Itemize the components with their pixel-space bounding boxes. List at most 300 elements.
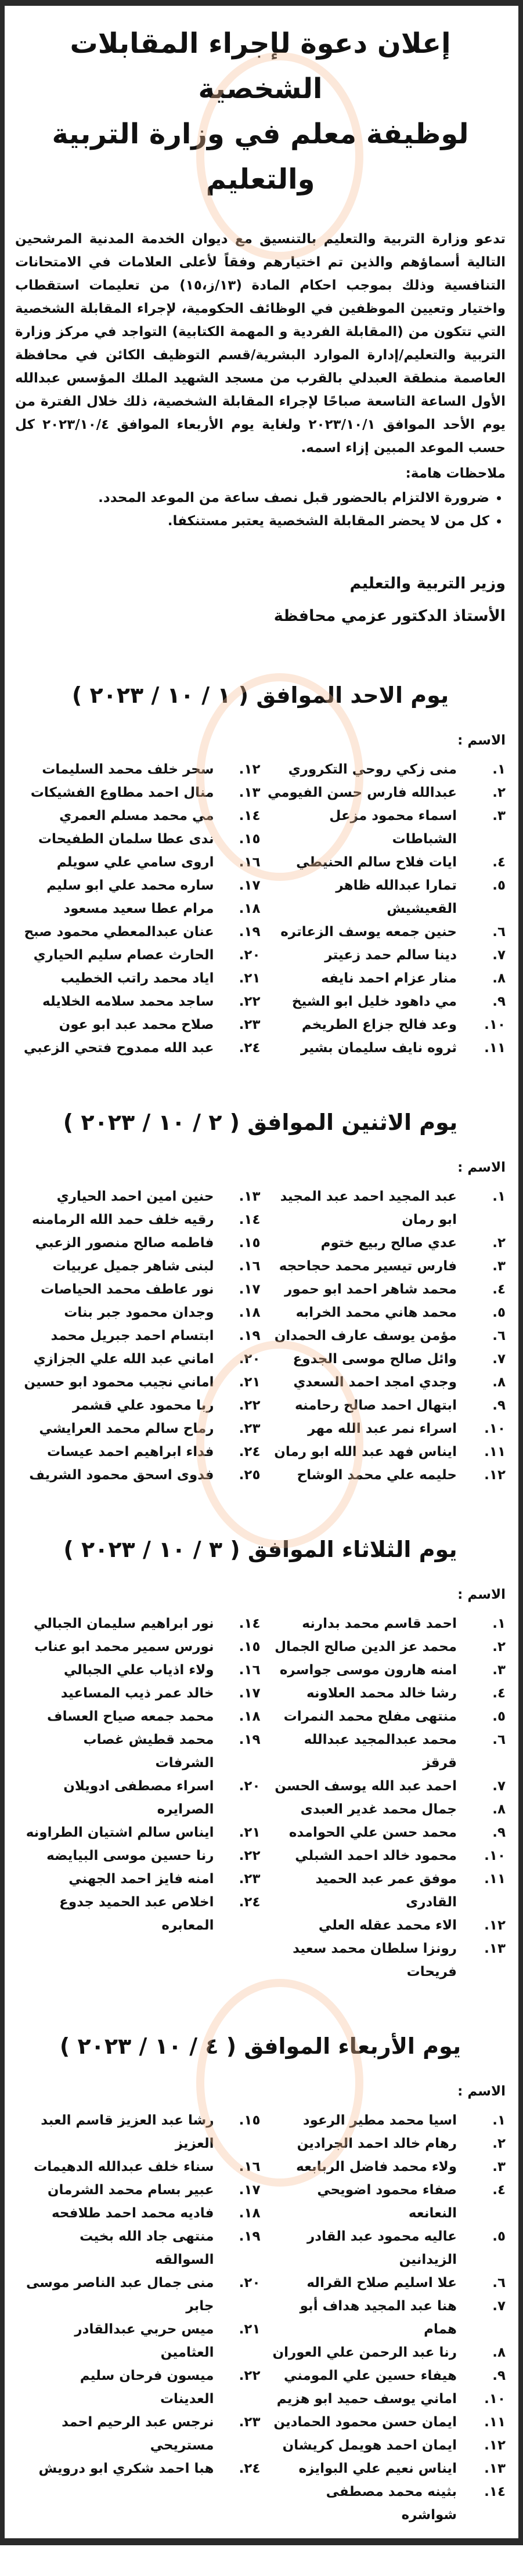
day-title: يوم الأربعاء الموافق ( ٤ / ١٠ / ٢٠٢٣ ) <box>59 2033 461 2059</box>
candidate-name: خالد عمر ذيب المساعيد <box>60 1686 214 1701</box>
candidate-name: محمد حسن علي الحوامده <box>288 1825 457 1840</box>
item-number: ٣. <box>492 808 506 823</box>
item-number: ١٤. <box>239 1212 261 1227</box>
candidate-name: منى زكي روحي التكروري <box>288 762 457 777</box>
item-number: ١٣. <box>484 1941 506 1956</box>
item-number: ١١. <box>484 1040 506 1056</box>
right-column <box>261 2109 506 2527</box>
day-title: يوم الاثنين الموافق ( ٢ / ١٠ / ٢٠٢٣ ) <box>63 1110 458 1135</box>
candidate-name: عبدالله فارس حسن الفيومي <box>267 785 457 800</box>
item-number: ٧. <box>492 948 506 963</box>
names-columns <box>15 1185 506 1487</box>
list-item <box>15 1682 261 1705</box>
candidate-name: وائل صالح موسى الجدوع <box>293 1352 457 1367</box>
list-item <box>15 1659 261 1682</box>
list-item <box>261 758 506 781</box>
item-number: ٥. <box>492 1305 506 1320</box>
list-item <box>15 1844 261 1867</box>
candidate-name: اروى سامي علي سويلم <box>56 855 214 870</box>
item-number: ١٧. <box>239 878 261 893</box>
list-item <box>15 1013 261 1036</box>
candidate-name: محمد جمعه صياح العساف <box>46 1709 214 1724</box>
candidate-name: اسراء نمر عبد الله مهر <box>308 1421 457 1436</box>
item-number: ٥. <box>492 878 506 893</box>
candidate-name: محمد عبدالمجيد عبدالله قرقز <box>304 1732 457 1771</box>
item-number: ٩. <box>492 994 506 1009</box>
announcement-body: تدعو وزارة التربية والتعليم بالتنسيق مع ديوان الخدمة المدنية المرشحين التالية أسماؤهم والذين تم اختيارهم وفقاً لأعلى العلامات في الامتحانات التنافسية وذلك بموجب احكام المادة (١٣/ز،١٥) من تعليمات استقطاب واختيار وتعيين الموظفين في الوظائف الحكومية، لإجراء المقابلة الشخصية التي تتكون من (المقابلة الفردية و المهمة الكتابية) التواجد في مركز وزارة التربية والتعليم/إدارة الموارد البشرية/قسم التوظيف الكائن في محافظة العاصمة منطقة العبدلي بالقرب من مسجد الشهيد الملك المؤسس عبدالله الأول الساعة التاسعة صباحًا لإجراء المقابلة الشخصية، ذلك خلال الفترة من يوم الأحد الموافق ٢٠٢٣/١٠/١ ولغاية يوم الأربعاء الموافق ٢٠٢٣/١٠/٤ كل حسب الموعد المبين إزاء اسمه. <box>15 232 506 456</box>
item-number: ٣. <box>492 2159 506 2174</box>
item-number: ٤. <box>492 1282 506 1297</box>
candidate-name: وعد فالح جزاع الطريخم <box>301 1017 457 1032</box>
candidate-name: ندى عطا سلمان الطفيحات <box>38 832 214 847</box>
item-number: ١٩. <box>239 924 261 940</box>
candidate-name: الحارث عصام سليم الحياري <box>33 948 214 963</box>
list-item <box>261 1394 506 1417</box>
candidate-name: منتهى مفلح محمد النمرات <box>283 1709 457 1724</box>
item-number: ١٠. <box>484 1848 506 1863</box>
list-item <box>15 1394 261 1417</box>
item-number: ١٥. <box>239 832 261 847</box>
item-number: ١٤. <box>239 808 261 823</box>
candidate-name: رشا عبد العزيز قاسم العبد العزيز <box>41 2113 214 2151</box>
list-item <box>261 1255 506 1278</box>
left-column <box>15 1185 261 1487</box>
note-item: • ضرورة الالتزام بالحضور قبل نصف ساعة من الموعد المحدد. <box>15 486 489 510</box>
candidate-name: عبير بسام محمد الشرمان <box>47 2183 214 2198</box>
list-item <box>261 1821 506 1844</box>
list-item <box>15 2225 261 2271</box>
list-item <box>261 1371 506 1394</box>
list-item <box>261 1728 506 1775</box>
list-item <box>261 920 506 944</box>
item-number: ٢. <box>492 2136 506 2151</box>
list-item <box>15 1705 261 1728</box>
list-item <box>15 1036 261 1060</box>
item-number: ٢١. <box>239 2322 261 2337</box>
candidate-name: ايمان حسن محمود الحمادين <box>273 2415 457 2430</box>
notes-title: ملاحظات هامة: <box>405 466 506 481</box>
candidate-name: محمد هاني محمد الخرابه <box>295 1305 457 1320</box>
candidate-name: محمد عز الدين صالح الجمال <box>275 1639 457 1654</box>
candidate-name: دينا سالم حمد زعيتر <box>324 948 457 963</box>
candidate-name: ثروه نايف سليمان بشير <box>301 1040 457 1056</box>
list-item <box>15 874 261 897</box>
list-item <box>15 1612 261 1635</box>
candidate-name: مي داهود خليل ابو الشيخ <box>291 994 457 1009</box>
item-number: ٢. <box>492 1639 506 1654</box>
names-columns <box>15 758 506 1060</box>
item-number: ٦. <box>492 924 506 940</box>
list-item <box>261 1937 506 1984</box>
candidate-name: فارس تيسير محمد حجاحجه <box>279 1259 457 1274</box>
candidate-name: امنه فايز احمد الجهني <box>68 1872 214 1887</box>
item-number: ١١. <box>484 2415 506 2430</box>
candidate-name: ساره محمد علي ابو سليم <box>46 878 214 893</box>
list-item <box>261 2155 506 2178</box>
candidate-name: اماني يوسف حميد ابو هزيم <box>276 2391 457 2407</box>
item-number: ١. <box>492 1616 506 1631</box>
candidate-name: ايناس سالم اشتيان الطراونه <box>26 1825 214 1840</box>
candidate-name: ميسون فرحان سليم العدينات <box>80 2368 214 2407</box>
item-number: ١٥. <box>239 2113 261 2128</box>
candidate-name: رنا عبد الرحمن علي العوران <box>272 2345 457 2360</box>
item-number: ٢. <box>492 1235 506 1251</box>
candidate-name: عبد الله ممدوح فتحي الزعبي <box>23 1040 214 1056</box>
name-label: الاسم : <box>457 1160 506 1175</box>
candidate-name: مي محمد مسلم العمري <box>59 808 214 823</box>
list-item <box>261 967 506 990</box>
list-item <box>15 2318 261 2364</box>
list-item <box>261 2295 506 2341</box>
item-number: ١٦. <box>239 855 261 870</box>
item-number: ٦. <box>492 1732 506 1747</box>
interview-schedule <box>15 679 506 2527</box>
candidate-name: بثينه محمد مصطفى شواشره <box>326 2484 457 2523</box>
candidate-name: منال احمد مطاوع الفشيكات <box>30 785 214 800</box>
candidate-name: اسيا محمد مطير الرعود <box>302 2113 457 2128</box>
item-number: ١٠. <box>484 2391 506 2407</box>
notes-list <box>15 486 506 533</box>
candidate-name: حنين امين احمد الحياري <box>56 1189 214 1204</box>
item-number: ٢٣. <box>239 1872 261 1887</box>
candidate-name: فداء ابراهيم احمد عيسات <box>46 1444 214 1459</box>
list-item <box>15 2202 261 2225</box>
candidate-name: صلاح محمد عبد ابو عون <box>59 1017 214 1032</box>
list-item <box>261 1659 506 1682</box>
candidate-name: عاليه محمود عبد القادر الزيدانين <box>307 2229 457 2267</box>
list-item <box>261 1185 506 1231</box>
list-item <box>261 1347 506 1371</box>
left-column <box>15 758 261 1060</box>
list-item <box>261 2364 506 2387</box>
list-item <box>261 1867 506 1914</box>
candidate-name: احمد قاسم محمد بدارنه <box>302 1616 457 1631</box>
candidate-name: نور ابراهيم سليمان الجبالي <box>33 1616 214 1631</box>
item-number: ١٦. <box>239 1663 261 1678</box>
list-item <box>261 2480 506 2527</box>
list-item <box>261 851 506 874</box>
item-number: ١٢. <box>484 2438 506 2453</box>
list-item <box>15 2178 261 2202</box>
list-item <box>15 758 261 781</box>
day-section <box>15 1106 506 1487</box>
candidate-name: عبد المجيد احمد عبد المجيد ابو رمان <box>280 1189 457 1227</box>
item-number: ١٧. <box>239 1686 261 1701</box>
candidate-name: ايناس فهد عبد الله ابو رمان <box>274 1444 457 1459</box>
candidate-name: هنا عبد المجيد هداف أبو همام <box>300 2299 457 2337</box>
announcement-title <box>15 21 506 202</box>
list-item <box>261 990 506 1013</box>
candidate-name: جمال محمد غدير العبدى <box>300 1802 457 1817</box>
list-item <box>261 1440 506 1464</box>
signature-block <box>15 568 506 633</box>
list-item <box>15 1728 261 1775</box>
candidate-name: اياد محمد راتب الخطيب <box>60 971 214 986</box>
list-item <box>261 1635 506 1659</box>
list-item <box>15 1301 261 1324</box>
candidate-name: منار عزام احمد نايفه <box>321 971 457 986</box>
candidate-name: وجدان محمود جبر بنات <box>64 1305 214 1320</box>
item-number: ١٩. <box>239 1732 261 1747</box>
candidate-name: رهام خالد احمد الجرادين <box>297 2136 457 2151</box>
item-number: ٢١. <box>239 1825 261 1840</box>
candidate-name: فدوى اسحق محمود الشريف <box>29 1468 214 1483</box>
item-number: ٢٠. <box>239 2275 261 2290</box>
list-item <box>15 967 261 990</box>
candidate-name: تمارا عبدالله ظاهر القعيشيش <box>336 878 457 916</box>
candidate-name: ساجد محمد سلامه الخلايله <box>42 994 214 1009</box>
item-number: ١٢. <box>484 1918 506 1933</box>
list-item <box>15 1185 261 1208</box>
list-item <box>261 1231 506 1255</box>
list-item <box>261 874 506 920</box>
candidate-name: رماح سالم محمد العرايشي <box>39 1421 214 1436</box>
item-number: ١٦. <box>239 1259 261 1274</box>
candidate-name: عدي صالح ربيع ختوم <box>320 1235 457 1251</box>
item-number: ٧. <box>492 2299 506 2314</box>
candidate-name: حليمه علي محمد الوشاح <box>297 1468 457 1483</box>
candidate-name: محمد شاهر احمد ابو حمور <box>284 1282 457 1297</box>
candidate-name: ابتسام احمد جبريل محمد <box>51 1328 214 1343</box>
item-number: ٢٢. <box>239 2368 261 2383</box>
list-item <box>15 1255 261 1278</box>
list-item <box>15 897 261 920</box>
list-item <box>15 2155 261 2178</box>
item-number: ١٨. <box>239 1709 261 1724</box>
list-item <box>15 1347 261 1371</box>
item-number: ٩. <box>492 2368 506 2383</box>
list-item <box>261 781 506 804</box>
item-number: ٢٠. <box>239 1779 261 1794</box>
item-number: ١١. <box>484 1444 506 1459</box>
list-item <box>261 2271 506 2295</box>
candidate-name: حنين جمعه يوسف الزعاتره <box>280 924 457 940</box>
item-number: ١٨. <box>239 901 261 916</box>
list-item <box>261 2178 506 2225</box>
day-title: يوم الثلاثاء الموافق ( ٣ / ١٠ / ٢٠٢٣ ) <box>63 1537 457 1562</box>
list-item <box>261 1914 506 1937</box>
list-item <box>15 1371 261 1394</box>
candidate-name: ابتهال احمد صالح رحامنه <box>295 1398 457 1413</box>
left-column <box>15 2109 261 2527</box>
candidate-name: ايمان احمد هويمل كريشان <box>282 2438 457 2453</box>
candidate-name: هبا احمد شكري ابو درويش <box>38 2461 214 2476</box>
candidate-name: هيفاء حسين علي المومني <box>283 2368 457 2383</box>
candidate-name: مؤمن يوسف عارف الحمدان <box>274 1328 457 1343</box>
item-number: ١٠. <box>484 1421 506 1436</box>
item-number: ٤. <box>492 2183 506 2198</box>
candidate-name: نور عاطف محمد الحياصات <box>41 1282 214 1297</box>
item-number: ٢٤. <box>239 1444 261 1459</box>
item-number: ٦. <box>492 2275 506 2290</box>
candidate-name: سحر خلف محمد السليمات <box>42 762 214 777</box>
candidate-name: وجدي امجد احمد السعدي <box>293 1375 457 1390</box>
item-number: ٤. <box>492 855 506 870</box>
candidate-name: محمود خالد احمد الشبلي <box>295 1848 457 1863</box>
list-item <box>261 2411 506 2434</box>
item-number: ١٣. <box>239 785 261 800</box>
candidate-name: موفق عمر عبد الحميد القادرى <box>315 1872 457 1910</box>
candidate-name: ايات فلاح سالم الحنيطي <box>296 855 457 870</box>
list-item <box>15 2109 261 2155</box>
day-title: يوم الاحد الموافق ( ١ / ١٠ / ٢٠٢٣ ) <box>71 682 449 708</box>
candidate-name: اسراء مصطفى ادويلان الصرايره <box>63 1779 214 1817</box>
candidate-name: ميس حربي عبدالقادر العثامين <box>74 2322 214 2360</box>
list-item <box>15 781 261 804</box>
item-number: ٨. <box>492 1802 506 1817</box>
item-number: ٩. <box>492 1398 506 1413</box>
item-number: ١٤. <box>484 2484 506 2499</box>
candidate-name: امنه هارون موسى جواسره <box>279 1663 457 1678</box>
item-number: ٨. <box>492 1375 506 1390</box>
candidate-name: نورس سمير محمد ابو عناب <box>34 1639 214 1654</box>
list-item <box>261 2341 506 2364</box>
left-column <box>15 1612 261 1984</box>
candidate-name: رونزا سلطان محمد سعيد فريحات <box>293 1941 457 1979</box>
candidate-name: رقيه خلف حمد الله الرمامنه <box>32 1212 214 1227</box>
candidate-name: مرام عطا سعيد مسعود <box>63 901 214 916</box>
item-number: ٦. <box>492 1328 506 1343</box>
list-item <box>261 2132 506 2155</box>
list-item <box>15 828 261 851</box>
item-number: ٤. <box>492 1686 506 1701</box>
list-item <box>261 1013 506 1036</box>
candidate-name: اسماء محمود مزعل الشباطات <box>329 808 457 847</box>
candidate-name: رنا حسين موسى البيايضه <box>46 1848 214 1863</box>
item-number: ٢٣. <box>239 1017 261 1032</box>
item-number: ٩. <box>492 1825 506 1840</box>
item-number: ١٧. <box>239 2183 261 2198</box>
list-item <box>261 1464 506 1487</box>
candidate-name: اماني عبد الله علي الجزازي <box>33 1352 214 1367</box>
item-number: ٢٤. <box>239 1040 261 1056</box>
item-number: ١٢. <box>239 762 261 777</box>
candidate-name: نرجس عبد الرحيم احمد مستريحي <box>62 2415 214 2453</box>
list-item <box>15 2364 261 2411</box>
list-item <box>15 990 261 1013</box>
list-item <box>15 944 261 967</box>
item-number: ٧. <box>492 1352 506 1367</box>
names-columns <box>15 1612 506 1984</box>
list-item <box>261 1036 506 1060</box>
names-columns <box>15 2109 506 2527</box>
note-item: • كل من لا يحضر المقابلة الشخصية يعتبر مستنكفا. <box>15 510 489 533</box>
list-item <box>15 1208 261 1231</box>
candidate-name: علا اسليم صلاح القراله <box>306 2275 457 2290</box>
candidate-name: ولاء اذياب علي الجبالي <box>63 1663 214 1678</box>
list-item <box>15 1464 261 1487</box>
list-item <box>15 2271 261 2318</box>
right-column <box>261 1185 506 1487</box>
list-item <box>261 944 506 967</box>
right-column <box>261 1612 506 1984</box>
item-number: ٢٢. <box>239 1848 261 1863</box>
list-item <box>261 2109 506 2132</box>
day-section <box>15 1533 506 1984</box>
item-number: ١٧. <box>239 1282 261 1297</box>
list-item <box>15 1324 261 1347</box>
list-item <box>261 1682 506 1705</box>
item-number: ١. <box>492 762 506 777</box>
list-item <box>15 1775 261 1821</box>
candidate-name: منى جمال عبد الناصر موسى جابر <box>26 2275 214 2314</box>
title-line-1: إعلان دعوة لإجراء المقابلات الشخصية <box>70 27 451 105</box>
list-item <box>15 2411 261 2457</box>
item-number: ١٣. <box>484 2461 506 2476</box>
candidate-name: اخلاص عبد الحميد جدوع المعابره <box>59 1895 214 1933</box>
list-item <box>261 1417 506 1440</box>
item-number: ١٩. <box>239 2229 261 2244</box>
item-number: ٣. <box>492 1259 506 1274</box>
item-number: ١١. <box>484 1872 506 1887</box>
candidate-name: ولاء محمد فاضل الربابعه <box>296 2159 457 2174</box>
list-item <box>261 1844 506 1867</box>
item-number: ٢٢. <box>239 994 261 1009</box>
list-item <box>261 1301 506 1324</box>
list-item <box>15 1278 261 1301</box>
list-item <box>15 1821 261 1844</box>
candidate-name: فاديه محمد احمد طلافحه <box>51 2206 214 2221</box>
item-number: ٧. <box>492 1779 506 1794</box>
list-item <box>15 920 261 944</box>
candidate-name: الاء محمد عقله العلي <box>318 1918 457 1933</box>
candidate-name: منتهى جاد الله بخيت السوالقه <box>80 2229 214 2267</box>
list-item <box>261 1775 506 1798</box>
name-label: الاسم : <box>457 733 506 748</box>
item-number: ١٨. <box>239 2206 261 2221</box>
list-item <box>261 2457 506 2480</box>
item-number: ٢٥. <box>239 1468 261 1483</box>
candidate-name: رشا خالد محمد العلاونه <box>306 1686 457 1701</box>
item-number: ٢٠. <box>239 948 261 963</box>
list-item <box>261 2387 506 2411</box>
title-line-2: لوظيفة معلم في وزارة التربية والتعليم <box>52 118 469 196</box>
list-item <box>261 2434 506 2457</box>
candidate-name: احمد عبد الله يوسف الحسن <box>275 1779 457 1794</box>
item-number: ١٠. <box>484 1017 506 1032</box>
signature-role: وزير التربية والتعليم <box>349 575 506 592</box>
name-label: الاسم : <box>457 2084 506 2099</box>
list-item <box>15 1417 261 1440</box>
list-item <box>15 1867 261 1891</box>
list-item <box>261 1324 506 1347</box>
item-number: ١٣. <box>239 1189 261 1204</box>
item-number: ٢٣. <box>239 2415 261 2430</box>
item-number: ١٢. <box>484 1468 506 1483</box>
list-item <box>15 804 261 828</box>
item-number: ١. <box>492 2113 506 2128</box>
list-item <box>15 1635 261 1659</box>
list-item <box>261 1798 506 1821</box>
candidate-name: صفاء محمود اضويحي النعانعه <box>317 2183 457 2221</box>
candidate-name: فاطمه صالح منصور الزعبي <box>35 1235 214 1251</box>
item-number: ٨. <box>492 2345 506 2360</box>
item-number: ٥. <box>492 2229 506 2244</box>
item-number: ١٤. <box>239 1616 261 1631</box>
item-number: ٢٠. <box>239 1352 261 1367</box>
item-number: ٢١. <box>239 971 261 986</box>
item-number: ١٥. <box>239 1235 261 1251</box>
candidate-name: سناء خلف عبدالله الدهيمات <box>34 2159 214 2174</box>
list-item <box>15 1231 261 1255</box>
list-item <box>15 851 261 874</box>
candidate-name: ربا محمود علي قشمر <box>72 1398 214 1413</box>
item-number: ٢٢. <box>239 1398 261 1413</box>
list-item <box>15 1440 261 1464</box>
right-column <box>261 758 506 1060</box>
candidate-name: اماني نجيب محمود ابو حسين <box>24 1375 214 1390</box>
list-item <box>261 2225 506 2271</box>
